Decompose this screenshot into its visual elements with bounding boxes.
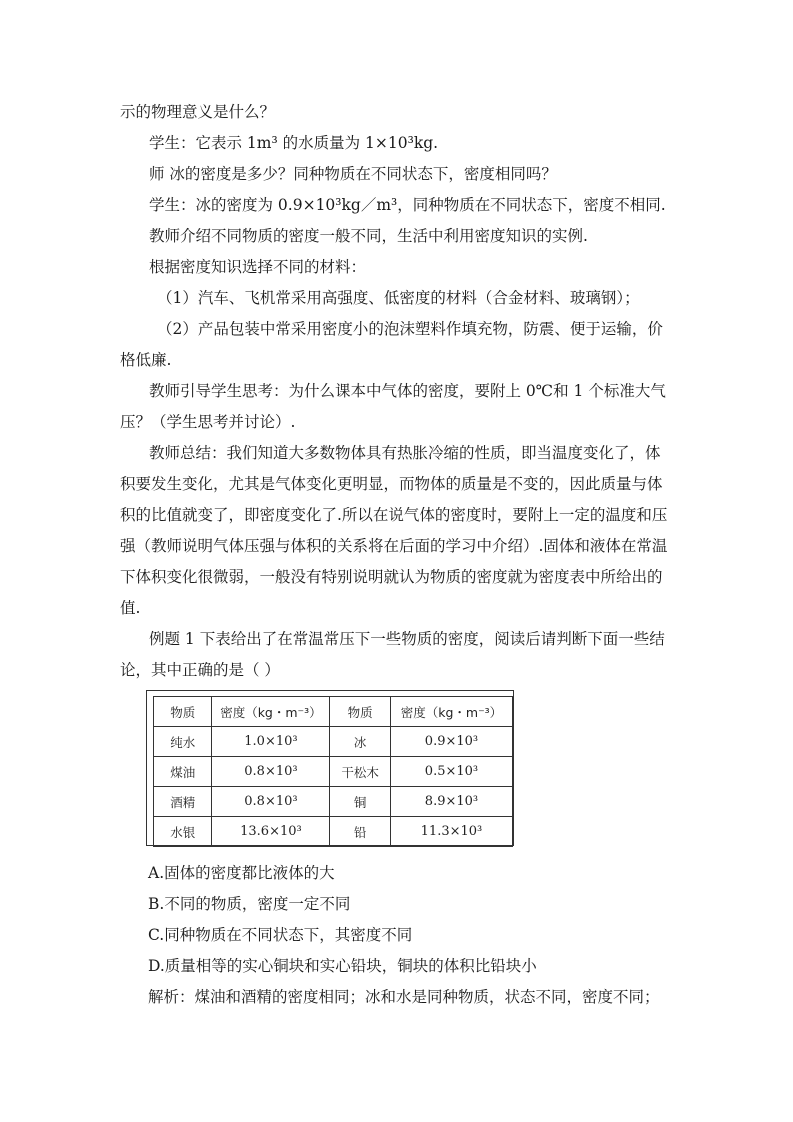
paragraph-1: 示的物理意义是什么？ [120, 103, 276, 121]
table-header-cell: 密度（kg・m⁻³） [212, 697, 330, 727]
table-cell: 0.8×10³ [212, 787, 330, 817]
table-cell: 水银 [154, 817, 212, 847]
table-cell: 8.9×10³ [390, 787, 512, 817]
paragraph-6: 根据密度知识选择不同的材料： [149, 258, 367, 276]
table-cell: 0.5×10³ [390, 757, 512, 787]
paragraph-3: 师 冰的密度是多少？同种物质在不同状态下，密度相同吗？ [149, 165, 557, 183]
table-cell: 煤油 [154, 757, 212, 787]
option-c: C.同种物质在不同状态下，其密度不同 [148, 926, 413, 944]
paragraph-2: 学生：它表示 1m³ 的水质量为 1×10³kg. [149, 134, 439, 152]
table-header-row [154, 697, 513, 727]
paragraph-7: （1）汽车、飞机常采用高强度、低密度的材料（合金材料、玻璃钢）； [157, 289, 640, 307]
table-header-cell: 密度（kg・m⁻³） [390, 697, 512, 727]
table-header-cell: 物质 [330, 697, 391, 727]
paragraph-5: 教师介绍不同物质的密度一般不同，生活中利用密度知识的实例. [149, 227, 588, 245]
table-cell: 纯水 [154, 727, 212, 757]
paragraph-10: 教师总结：我们知道大多数物体具有热胀冷缩的性质，即当温度变化了，体积要发生变化，尤其是气体变化更明显，而物体的质量是不变的，因此质量与体积的比值就变了，即密度变化了.所以在说气体的密度时，要附上一定的温度和压强（教师说明气体压强与体积的关系将在后面的学习中介绍）.固体和液体在常温下体积变化很微弱，一般没有特别说明就认为物质的密度就为密度表中所给出的值. [120, 444, 668, 617]
table-cell: 11.3×10³ [390, 817, 512, 847]
paragraph-11: 例题 1 下表给出了在常温常压下一些物质的密度，阅读后请判断下面一些结论，其中正确的是（ ） [120, 630, 665, 679]
table-row [154, 757, 513, 787]
table-cell: 干松木 [330, 757, 391, 787]
density-table [153, 696, 513, 847]
paragraph-4: 学生：冰的密度为 0.9×10³kg／m³，同种物质在不同状态下，密度不相同. [149, 196, 666, 214]
table-cell: 铅 [330, 817, 391, 847]
option-d: D.质量相等的实心铜块和实心铅块，铜块的体积比铅块小 [148, 957, 537, 975]
table-row [154, 727, 513, 757]
analysis-text: 解析：煤油和酒精的密度相同；冰和水是同种物质，状态不同，密度不同； [148, 988, 660, 1006]
table-cell: 铜 [330, 787, 391, 817]
table-cell: 13.6×10³ [212, 817, 330, 847]
paragraph-8: （2）产品包装中常采用密度小的泡沫塑料作填充物，防震、便于运输，价格低廉. [120, 320, 663, 369]
table-row [154, 787, 513, 817]
option-a: A.固体的密度都比液体的大 [148, 864, 335, 882]
table-row [154, 817, 513, 847]
answer-options [148, 858, 675, 982]
body-text [120, 97, 675, 686]
paragraph-9: 教师引导学生思考：为什么课本中气体的密度，要附上 0℃和 1 个标准大气压？（学生思考并讨论）. [120, 382, 666, 431]
density-table-frame [146, 690, 514, 846]
table-cell: 冰 [330, 727, 391, 757]
table-cell: 0.8×10³ [212, 757, 330, 787]
table-cell: 1.0×10³ [212, 727, 330, 757]
table-header-cell: 物质 [154, 697, 212, 727]
option-b: B.不同的物质，密度一定不同 [148, 895, 351, 913]
table-cell: 酒精 [154, 787, 212, 817]
table-cell: 0.9×10³ [390, 727, 512, 757]
